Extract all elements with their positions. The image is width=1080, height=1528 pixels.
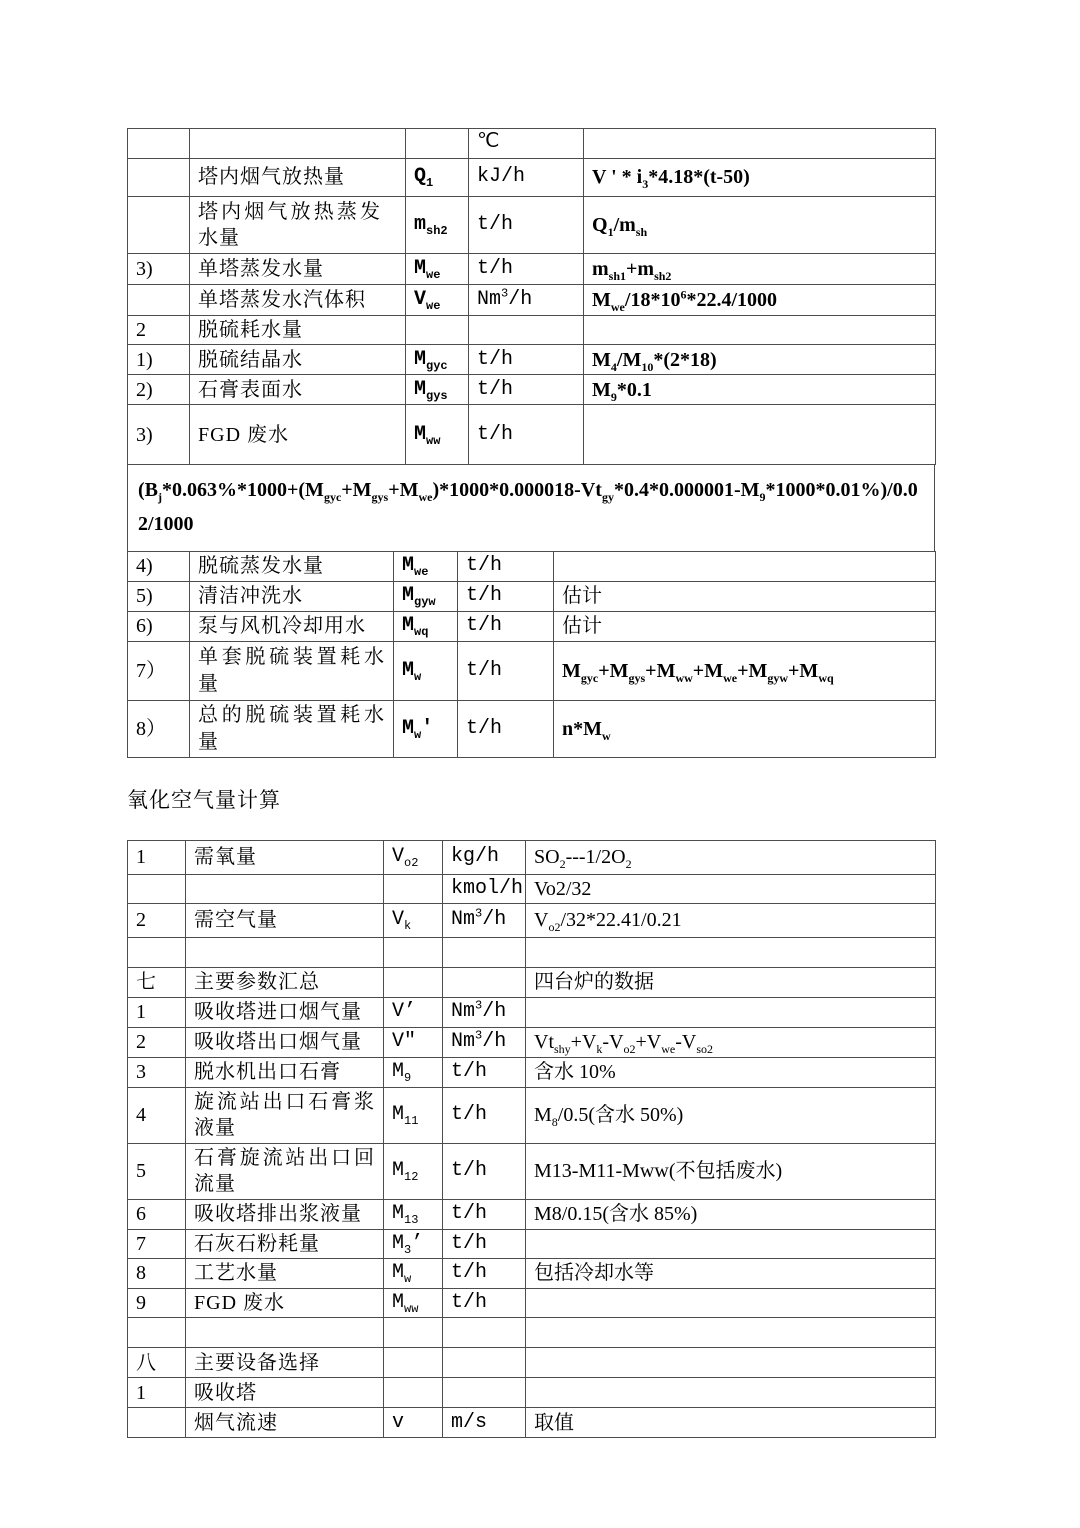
symbol-cell: $M_w$: [394, 641, 458, 700]
parameter-name-cell: 吸收塔出口烟气量: [186, 1028, 384, 1057]
formula-cell: [584, 316, 936, 345]
table-row: [128, 159, 936, 197]
parameter-name-cell: [186, 874, 384, 903]
parameter-name-cell: 脱硫结晶水: [190, 345, 406, 375]
formula-cell: 包括冷却水等: [526, 1258, 936, 1288]
parameter-name-cell: 石灰石粉耗量: [186, 1229, 384, 1258]
table-row: [128, 197, 936, 254]
parameter-name-cell: FGD 废水: [190, 405, 406, 465]
row-number-cell: [128, 285, 190, 316]
unit-cell: kJ/h: [469, 159, 584, 197]
table-row: [128, 1258, 936, 1288]
formula-cell: $M_4/M_{10}*(2*18)$: [584, 345, 936, 375]
table-row: [128, 1318, 936, 1348]
unit-cell: t/h: [443, 1229, 526, 1258]
table-row: [128, 611, 936, 641]
table-row: [128, 345, 936, 375]
row-number-cell: 2: [128, 316, 190, 345]
table-row: [128, 375, 936, 405]
formula-cell: [526, 1378, 936, 1408]
symbol-cell: $Q_1$: [406, 159, 469, 197]
symbol-cell: [384, 968, 443, 998]
formula-cell: $M_8/0.5$(含水 50%): [526, 1087, 936, 1143]
row-number-cell: 7: [128, 1229, 186, 1258]
unit-cell: t/h: [469, 405, 584, 465]
formula-cell: 含水 10%: [526, 1057, 936, 1087]
table-row: [128, 552, 936, 581]
unit-cell: t/h: [443, 1199, 526, 1229]
parameter-name-cell: 塔内烟气放热量: [190, 159, 406, 197]
unit-cell: Nm$^3$/h: [443, 904, 526, 938]
row-number-cell: 4): [128, 552, 190, 581]
unit-cell: kmol/h: [443, 874, 526, 903]
symbol-cell: [406, 129, 469, 159]
row-number-cell: [128, 938, 186, 968]
parameter-name-cell: 石膏旋流站出口回流量: [186, 1143, 384, 1199]
parameter-name-cell: [186, 1318, 384, 1348]
symbol-cell: $V_k$: [384, 904, 443, 938]
row-number-cell: 3): [128, 405, 190, 465]
formula-cell: $M_9*0.1$: [584, 375, 936, 405]
formula-cell: $M_{we}/18*10^6*22.4/1000$: [584, 285, 936, 316]
table-row: [128, 1057, 936, 1087]
table-row: [128, 938, 936, 968]
row-number-cell: 1: [128, 840, 186, 874]
formula-cell: [526, 938, 936, 968]
formula-cell: 四台炉的数据: [526, 968, 936, 998]
unit-cell: Nm$^3$/h: [443, 998, 526, 1028]
symbol-cell: $M_w$: [384, 1258, 443, 1288]
row-number-cell: 1: [128, 998, 186, 1028]
row-number-cell: 9: [128, 1288, 186, 1317]
unit-cell: t/h: [458, 611, 554, 641]
symbol-cell: $M_w'$: [394, 700, 458, 757]
symbol-cell: $M_9$: [384, 1057, 443, 1087]
symbol-cell: [384, 1318, 443, 1348]
row-number-cell: [128, 197, 190, 254]
parameter-name-cell: 主要设备选择: [186, 1348, 384, 1378]
unit-cell: [443, 1318, 526, 1348]
parameter-name-cell: 吸收塔进口烟气量: [186, 998, 384, 1028]
table-row: [128, 1288, 936, 1317]
table-row: [128, 904, 936, 938]
formula-cell: $m_{sh1}+m_{sh2}$: [584, 254, 936, 285]
parameter-name-cell: 工艺水量: [186, 1258, 384, 1288]
table-row: [128, 1199, 936, 1229]
row-number-cell: 2: [128, 904, 186, 938]
unit-cell: t/h: [469, 375, 584, 405]
table-row: [128, 405, 936, 465]
table-row: [128, 1087, 936, 1143]
formula-cell: M8/0.15(含水 85%): [526, 1199, 936, 1229]
table-row: [128, 1028, 936, 1057]
unit-cell: t/h: [443, 1057, 526, 1087]
parameter-name-cell: 吸收塔排出浆液量: [186, 1199, 384, 1229]
formula-cell: Vo2/32: [526, 874, 936, 903]
table-row: [128, 874, 936, 903]
row-number-cell: 2: [128, 1028, 186, 1057]
unit-cell: t/h: [443, 1258, 526, 1288]
parameter-name-cell: 清洁冲洗水: [190, 581, 394, 611]
water-balance-table-lower: [127, 551, 936, 757]
parameter-name-cell: 主要参数汇总: [186, 968, 384, 998]
water-balance-table-upper: [127, 128, 936, 465]
parameter-name-cell: 脱水机出口石膏: [186, 1057, 384, 1087]
table-row: [128, 1229, 936, 1258]
unit-cell: t/h: [443, 1087, 526, 1143]
fgd-wastewater-formula-row: $(B_j*0.063\%*1000+(M_{gyc}+M_{gys}+M_{we})*1000*0.000018-Vt_{gy}*0.4*0.000001-M_9*1000*0.01\%)/0.02/1000$: [127, 464, 935, 552]
row-number-cell: 七: [128, 968, 186, 998]
symbol-cell: v: [384, 1408, 443, 1438]
formula-cell: V ' * $i_3*4.18*(t-50)$: [584, 159, 936, 197]
unit-cell: t/h: [469, 254, 584, 285]
table-row: [128, 285, 936, 316]
table-row: [128, 641, 936, 700]
unit-cell: [469, 316, 584, 345]
parameter-name-cell: 吸收塔: [186, 1378, 384, 1408]
formula-cell: [584, 405, 936, 465]
table-row: [128, 840, 936, 874]
row-number-cell: [128, 874, 186, 903]
unit-cell: m/s: [443, 1408, 526, 1438]
unit-cell: t/h: [469, 345, 584, 375]
row-number-cell: 6: [128, 1199, 186, 1229]
symbol-cell: [406, 316, 469, 345]
table-row: [128, 129, 936, 159]
row-number-cell: 6): [128, 611, 190, 641]
formula-cell: $SO_2---1/2O_2$: [526, 840, 936, 874]
row-number-cell: [128, 159, 190, 197]
row-number-cell: 8: [128, 1258, 186, 1288]
symbol-cell: $V_{we}$: [406, 285, 469, 316]
row-number-cell: 8）: [128, 700, 190, 757]
formula-cell: $Vt_{shy}+V_k-V_{o2}+V_{we}-V_{so2}$: [526, 1028, 936, 1057]
parameter-name-cell: 烟气流速: [186, 1408, 384, 1438]
table-row: [128, 1143, 936, 1199]
row-number-cell: [128, 1318, 186, 1348]
symbol-cell: $M_{wq}$: [394, 611, 458, 641]
symbol-cell: [384, 938, 443, 968]
formula-cell: [554, 552, 936, 581]
symbol-cell: $M_{gys}$: [406, 375, 469, 405]
parameter-name-cell: 塔内烟气放热蒸发水量: [190, 197, 406, 254]
formula-cell: [526, 1288, 936, 1317]
row-number-cell: 2): [128, 375, 190, 405]
row-number-cell: 7）: [128, 641, 190, 700]
symbol-cell: [384, 874, 443, 903]
unit-cell: t/h: [443, 1288, 526, 1317]
symbol-cell: $M_{we}$: [394, 552, 458, 581]
parameter-name-cell: 单套脱硫装置耗水量: [190, 641, 394, 700]
table-row: [128, 998, 936, 1028]
table-row: [128, 254, 936, 285]
symbol-cell: $M_{13}$: [384, 1199, 443, 1229]
parameter-name-cell: [190, 129, 406, 159]
formula-cell: [526, 998, 936, 1028]
symbol-cell: $M_{ww}$: [384, 1288, 443, 1317]
symbol-cell: $M_{we}$: [406, 254, 469, 285]
symbol-cell: $M_{ww}$: [406, 405, 469, 465]
formula-cell: $Q_1/m_{sh}$: [584, 197, 936, 254]
parameter-name-cell: 需氧量: [186, 840, 384, 874]
unit-cell: kg/h: [443, 840, 526, 874]
table-row: [128, 581, 936, 611]
symbol-cell: [384, 1348, 443, 1378]
parameter-name-cell: 需空气量: [186, 904, 384, 938]
section-title-oxidation-air: 氧化空气量计算: [127, 787, 281, 812]
symbol-cell: $M_3$’: [384, 1229, 443, 1258]
oxidation-air-parameters-table: [127, 840, 936, 1439]
parameter-name-cell: 旋流站出口石膏浆液量: [186, 1087, 384, 1143]
unit-cell: [443, 1348, 526, 1378]
parameter-name-cell: 石膏表面水: [190, 375, 406, 405]
symbol-cell: $M_{11}$: [384, 1087, 443, 1143]
formula-cell: $M_{gyc}+M_{gys}+M_{ww}+M_{we}+M_{gyw}+M_{wq}$: [554, 641, 936, 700]
symbol-cell: V’: [384, 998, 443, 1028]
unit-cell: t/h: [469, 197, 584, 254]
table-row: [128, 316, 936, 345]
unit-cell: t/h: [458, 552, 554, 581]
symbol-cell: $M_{12}$: [384, 1143, 443, 1199]
table-row: [128, 1378, 936, 1408]
formula-cell: [526, 1348, 936, 1378]
parameter-name-cell: 单塔蒸发水量: [190, 254, 406, 285]
formula-cell: M13-M11-Mww(不包括废水): [526, 1143, 936, 1199]
formula-cell: $n*M_w$: [554, 700, 936, 757]
symbol-cell: $M_{gyc}$: [406, 345, 469, 375]
parameter-name-cell: FGD 废水: [186, 1288, 384, 1317]
unit-cell: t/h: [443, 1143, 526, 1199]
unit-cell: t/h: [458, 581, 554, 611]
row-number-cell: 5: [128, 1143, 186, 1199]
unit-cell: t/h: [458, 641, 554, 700]
symbol-cell: $m_{sh2}$: [406, 197, 469, 254]
formula-cell: 估计: [554, 581, 936, 611]
row-number-cell: 5): [128, 581, 190, 611]
symbol-cell: $M_{gyw}$: [394, 581, 458, 611]
row-number-cell: 1): [128, 345, 190, 375]
symbol-cell: $V_{o2}$: [384, 840, 443, 874]
row-number-cell: 八: [128, 1348, 186, 1378]
row-number-cell: 4: [128, 1087, 186, 1143]
formula-cell: [526, 1318, 936, 1348]
parameter-name-cell: 单塔蒸发水汽体积: [190, 285, 406, 316]
document-content: [127, 128, 935, 1438]
unit-cell: [443, 968, 526, 998]
formula-cell: 取值: [526, 1408, 936, 1438]
formula-cell: [584, 129, 936, 159]
row-number-cell: 3): [128, 254, 190, 285]
parameter-name-cell: 泵与风机冷却用水: [190, 611, 394, 641]
formula-cell: 估计: [554, 611, 936, 641]
row-number-cell: 1: [128, 1378, 186, 1408]
unit-cell: t/h: [458, 700, 554, 757]
parameter-name-cell: 脱硫耗水量: [190, 316, 406, 345]
table-row: [128, 1348, 936, 1378]
table-row: [128, 1408, 936, 1438]
row-number-cell: [128, 129, 190, 159]
formula-cell: [526, 1229, 936, 1258]
unit-cell: ℃: [469, 129, 584, 159]
table-row: [128, 968, 936, 998]
symbol-cell: V″: [384, 1028, 443, 1057]
parameter-name-cell: 脱硫蒸发水量: [190, 552, 394, 581]
unit-cell: Nm$^3$/h: [469, 285, 584, 316]
unit-cell: [443, 1378, 526, 1408]
table-row: [128, 700, 936, 757]
symbol-cell: [384, 1378, 443, 1408]
row-number-cell: 3: [128, 1057, 186, 1087]
parameter-name-cell: [186, 938, 384, 968]
parameter-name-cell: 总的脱硫装置耗水量: [190, 700, 394, 757]
unit-cell: Nm$^3$/h: [443, 1028, 526, 1057]
unit-cell: [443, 938, 526, 968]
formula-cell: $V_{o2}/32*22.41/0.21$: [526, 904, 936, 938]
row-number-cell: [128, 1408, 186, 1438]
